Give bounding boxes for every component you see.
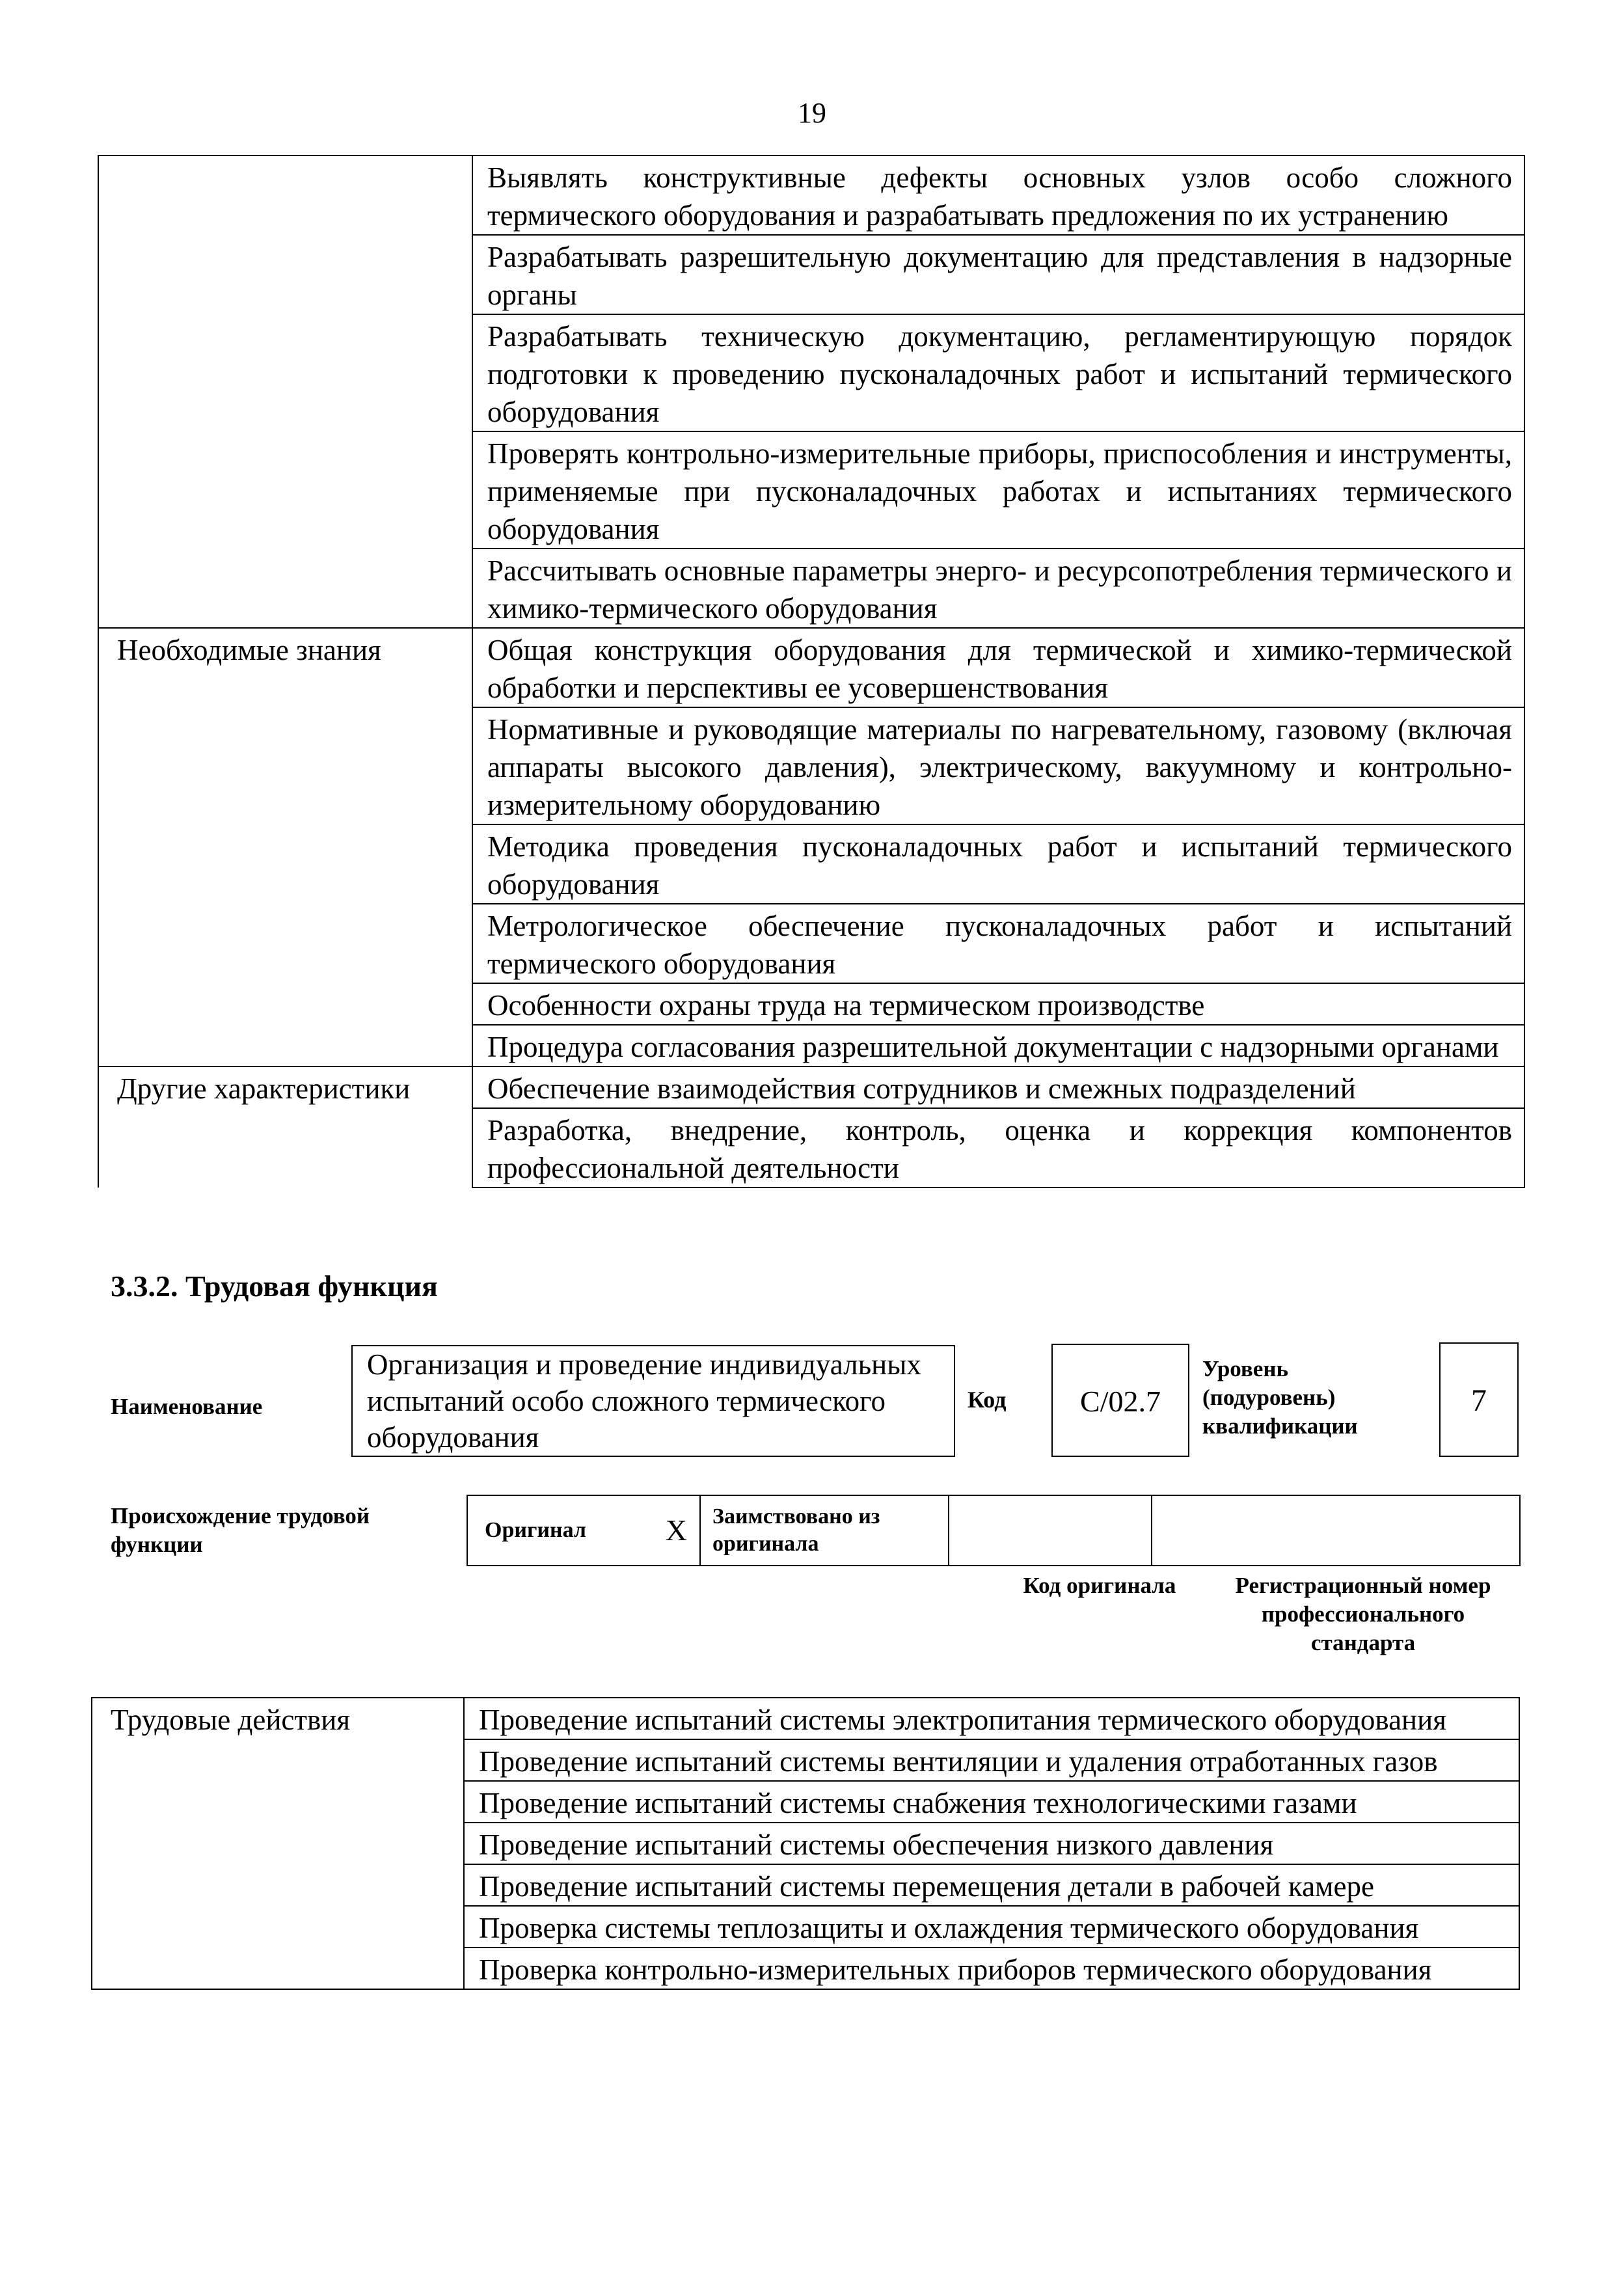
item-cell: Выявлять конструктивные дефекты основных узлов особо сложного термического оборудования и разрабатывать предложения по их устранению (472, 156, 1524, 235)
item-cell: Разработка, внедрение, контроль, оценка и коррекция компонентов профессиональной деятельности (472, 1108, 1524, 1188)
origin-original-cell (467, 1495, 700, 1566)
action-cell: Проведение испытаний системы снабжения технологическими газами (464, 1781, 1519, 1823)
reg-number-label: Регистрационный номер профессионального стандарта (1235, 1573, 1491, 1655)
origin-table (467, 1495, 1521, 1566)
labor-actions-table (91, 1697, 1520, 1990)
name-label: Наименование (111, 1394, 263, 1419)
item-cell: Метрологическое обеспечение пусконаладочных работ и испытаний термического оборудования (472, 904, 1524, 983)
section-title: 3.3.2. Трудовая функция (111, 1270, 438, 1303)
action-cell: Проверка системы теплозащиты и охлаждения термического оборудования (464, 1906, 1519, 1948)
table-row (98, 628, 1524, 707)
reg-number-cell (1152, 1495, 1520, 1566)
item-cell: Рассчитывать основные параметры энерго- и ресурсопотребления термического и химико-термического оборудования (472, 549, 1524, 628)
item-cell: Разрабатывать разрешительную документацию для представления в надзорные органы (472, 235, 1524, 314)
function-name-value: Организация и проведение индивидуальных испытаний особо сложного термического оборудования (367, 1348, 921, 1454)
origin-label: Происхождение трудовой функции (111, 1503, 370, 1557)
table-row (92, 1698, 1519, 1739)
action-cell: Проведение испытаний системы электропитания термического оборудования (464, 1698, 1519, 1739)
borrowed-label: Заимствовано из оригинала (712, 1504, 880, 1556)
code-label: Код (968, 1387, 1007, 1413)
item-cell: Обеспечение взаимодействия сотрудников и смежных подразделений (472, 1066, 1524, 1108)
item-cell: Проверять контрольно-измерительные приборы, приспособления и инструменты, применяемые при пусконаладочных работах и испытаниях термического оборудования (472, 431, 1524, 549)
level-value: 7 (1471, 1383, 1487, 1418)
original-mark: X (665, 1514, 687, 1547)
item-cell: Особенности охраны труда на термическом производстве (472, 983, 1524, 1025)
action-cell: Проведение испытаний системы вентиляции и удаления отработанных газов (464, 1739, 1519, 1781)
row-header-cell (98, 156, 472, 628)
item-cell: Процедура согласования разрешительной документации с надзорными органами (472, 1025, 1524, 1066)
page-number: 19 (798, 97, 826, 129)
borrowed-cell (700, 1495, 949, 1566)
table-row (98, 1066, 1524, 1108)
action-cell: Проверка контрольно-измерительных приборов термического оборудования (464, 1948, 1519, 1989)
function-name-box (351, 1345, 955, 1457)
item-cell: Общая конструкция оборудования для термической и химико-термической обработки и перспективы ее усовершенствования (472, 628, 1524, 707)
original-code-cell (949, 1495, 1152, 1566)
skills-knowledge-table (98, 155, 1525, 1188)
action-cell: Проведение испытаний системы перемещения детали в рабочей камере (464, 1864, 1519, 1906)
action-cell: Проведение испытаний системы обеспечения низкого давления (464, 1823, 1519, 1864)
item-cell: Методика проведения пусконаладочных работ и испытаний термического оборудования (472, 824, 1524, 904)
row-header-cell: Необходимые знания (98, 628, 472, 1066)
item-cell: Разрабатывать техническую документацию, регламентирующую порядок подготовки к проведению пусконаладочных работ и испытаний термического оборудования (472, 314, 1524, 431)
code-original-label: Код оригинала (1023, 1573, 1176, 1598)
level-label: Уровень (подуровень) квалификации (1202, 1356, 1358, 1439)
row-header-cell: Другие характеристики (98, 1066, 472, 1188)
code-value: С/02.7 (1080, 1385, 1161, 1418)
item-cell: Нормативные и руководящие материалы по нагревательному, газовому (включая аппараты высокого давления), электрическому, вакуумному и контрольно-измерительному оборудованию (472, 707, 1524, 824)
code-box (1051, 1344, 1189, 1457)
original-label: Оригинал (485, 1518, 586, 1542)
row-header-cell: Трудовые действия (92, 1698, 464, 1989)
level-box (1439, 1342, 1519, 1457)
table-row (98, 156, 1524, 235)
